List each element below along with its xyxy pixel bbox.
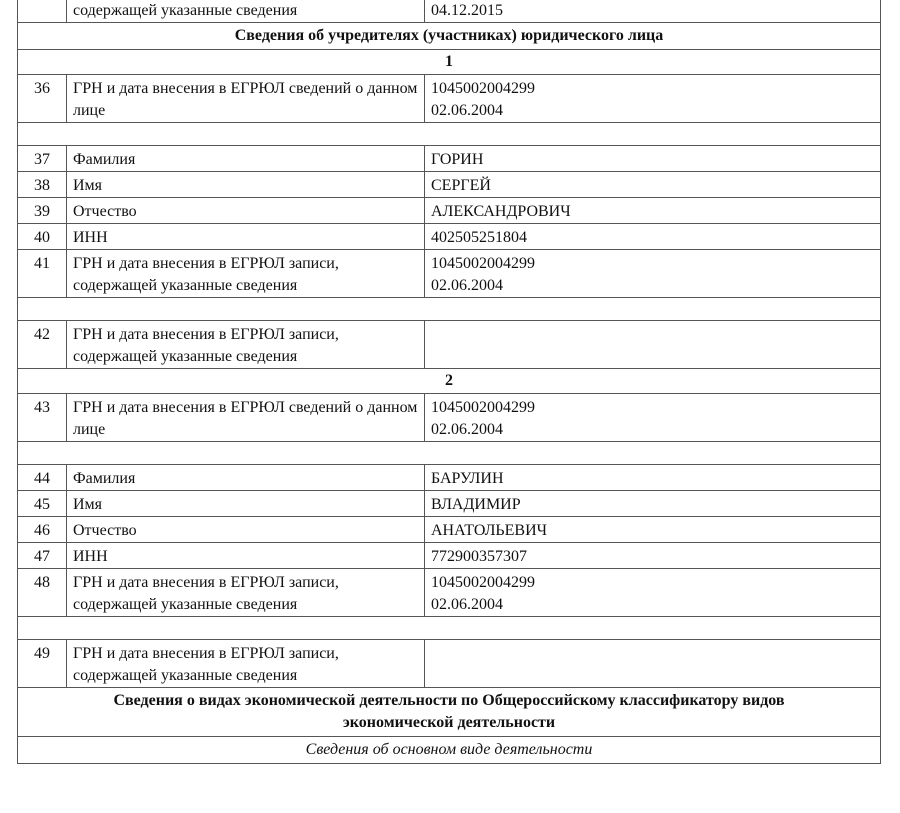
table-row bbox=[18, 172, 881, 198]
row-label: Имя bbox=[67, 172, 425, 198]
date-value: 02.06.2004 bbox=[431, 277, 503, 294]
row-value bbox=[425, 640, 881, 688]
row-value bbox=[425, 394, 881, 442]
row-label: ГРН и дата внесения в ЕГРЮЛ сведений о данном лице bbox=[67, 75, 425, 123]
table-row bbox=[18, 640, 881, 688]
row-number: 47 bbox=[18, 543, 67, 569]
row-value: 402505251804 bbox=[425, 224, 881, 250]
row-label: ГРН и дата внесения в ЕГРЮЛ сведений о данном лице bbox=[67, 394, 425, 442]
date-value: 02.06.2004 bbox=[431, 102, 503, 119]
row-value: ГОРИН bbox=[425, 146, 881, 172]
section-heading-row bbox=[18, 23, 881, 50]
founders-heading: Сведения об учредителях (участниках) юридического лица bbox=[18, 23, 881, 50]
spacer-row bbox=[18, 442, 881, 465]
activity-subheading: Сведения об основном виде деятельности bbox=[18, 737, 881, 764]
activity-heading: Сведения о видах экономической деятельности по Общероссийскому классификатору видов экономической деятельности bbox=[18, 688, 881, 737]
row-value bbox=[425, 75, 881, 123]
row-value: СЕРГЕЙ bbox=[425, 172, 881, 198]
row-number: 48 bbox=[18, 569, 67, 617]
row-label: ГРН и дата внесения в ЕГРЮЛ записи, содержащей указанные сведения bbox=[67, 250, 425, 298]
row-label: Имя bbox=[67, 491, 425, 517]
founder-group-number: 1 bbox=[18, 50, 881, 75]
row-label: ИНН bbox=[67, 543, 425, 569]
row-number: 43 bbox=[18, 394, 67, 442]
founder-group-row bbox=[18, 50, 881, 75]
row-number: 41 bbox=[18, 250, 67, 298]
grn-value: 1045002004299 bbox=[431, 574, 535, 591]
table-row bbox=[18, 517, 881, 543]
row-label: Фамилия bbox=[67, 465, 425, 491]
table-row bbox=[18, 394, 881, 442]
table-row bbox=[18, 146, 881, 172]
row-number: 42 bbox=[18, 321, 67, 369]
row-value: 04.12.2015 bbox=[425, 0, 881, 23]
table-row bbox=[18, 543, 881, 569]
section-heading-row bbox=[18, 688, 881, 737]
table-row bbox=[18, 491, 881, 517]
row-number: 37 bbox=[18, 146, 67, 172]
row-number: 46 bbox=[18, 517, 67, 543]
table-row bbox=[18, 198, 881, 224]
row-number: 39 bbox=[18, 198, 67, 224]
subheading-row bbox=[18, 737, 881, 764]
grn-value: 1045002004299 bbox=[431, 255, 535, 272]
row-number: 36 bbox=[18, 75, 67, 123]
table-row bbox=[18, 321, 881, 369]
row-number: 45 bbox=[18, 491, 67, 517]
date-value: 02.06.2004 bbox=[431, 421, 503, 438]
spacer-row bbox=[18, 617, 881, 640]
egrul-table bbox=[17, 0, 881, 764]
row-value bbox=[425, 321, 881, 369]
table-row bbox=[18, 0, 881, 23]
row-label: содержащей указанные сведения bbox=[67, 0, 425, 23]
table-row bbox=[18, 250, 881, 298]
row-number: 44 bbox=[18, 465, 67, 491]
row-label: Отчество bbox=[67, 198, 425, 224]
row-value: АЛЕКСАНДРОВИЧ bbox=[425, 198, 881, 224]
egrul-extract-document bbox=[17, 0, 881, 764]
table-row bbox=[18, 75, 881, 123]
row-value: ВЛАДИМИР bbox=[425, 491, 881, 517]
row-label: Фамилия bbox=[67, 146, 425, 172]
row-label: ГРН и дата внесения в ЕГРЮЛ записи, содержащей указанные сведения bbox=[67, 321, 425, 369]
row-value: АНАТОЛЬЕВИЧ bbox=[425, 517, 881, 543]
spacer-row bbox=[18, 123, 881, 146]
row-number: 38 bbox=[18, 172, 67, 198]
row-label: ГРН и дата внесения в ЕГРЮЛ записи, содержащей указанные сведения bbox=[67, 640, 425, 688]
spacer-row bbox=[18, 298, 881, 321]
table-row bbox=[18, 569, 881, 617]
table-row bbox=[18, 224, 881, 250]
grn-value: 1045002004299 bbox=[431, 80, 535, 97]
row-value bbox=[425, 250, 881, 298]
row-value: БАРУЛИН bbox=[425, 465, 881, 491]
row-label: ГРН и дата внесения в ЕГРЮЛ записи, содержащей указанные сведения bbox=[67, 569, 425, 617]
row-value: 772900357307 bbox=[425, 543, 881, 569]
date-value: 02.06.2004 bbox=[431, 596, 503, 613]
table-row bbox=[18, 465, 881, 491]
founder-group-number: 2 bbox=[18, 369, 881, 394]
row-label: Отчество bbox=[67, 517, 425, 543]
row-value bbox=[425, 569, 881, 617]
row-label: ИНН bbox=[67, 224, 425, 250]
grn-value: 1045002004299 bbox=[431, 399, 535, 416]
row-number: 49 bbox=[18, 640, 67, 688]
row-number: 40 bbox=[18, 224, 67, 250]
founder-group-row bbox=[18, 369, 881, 394]
